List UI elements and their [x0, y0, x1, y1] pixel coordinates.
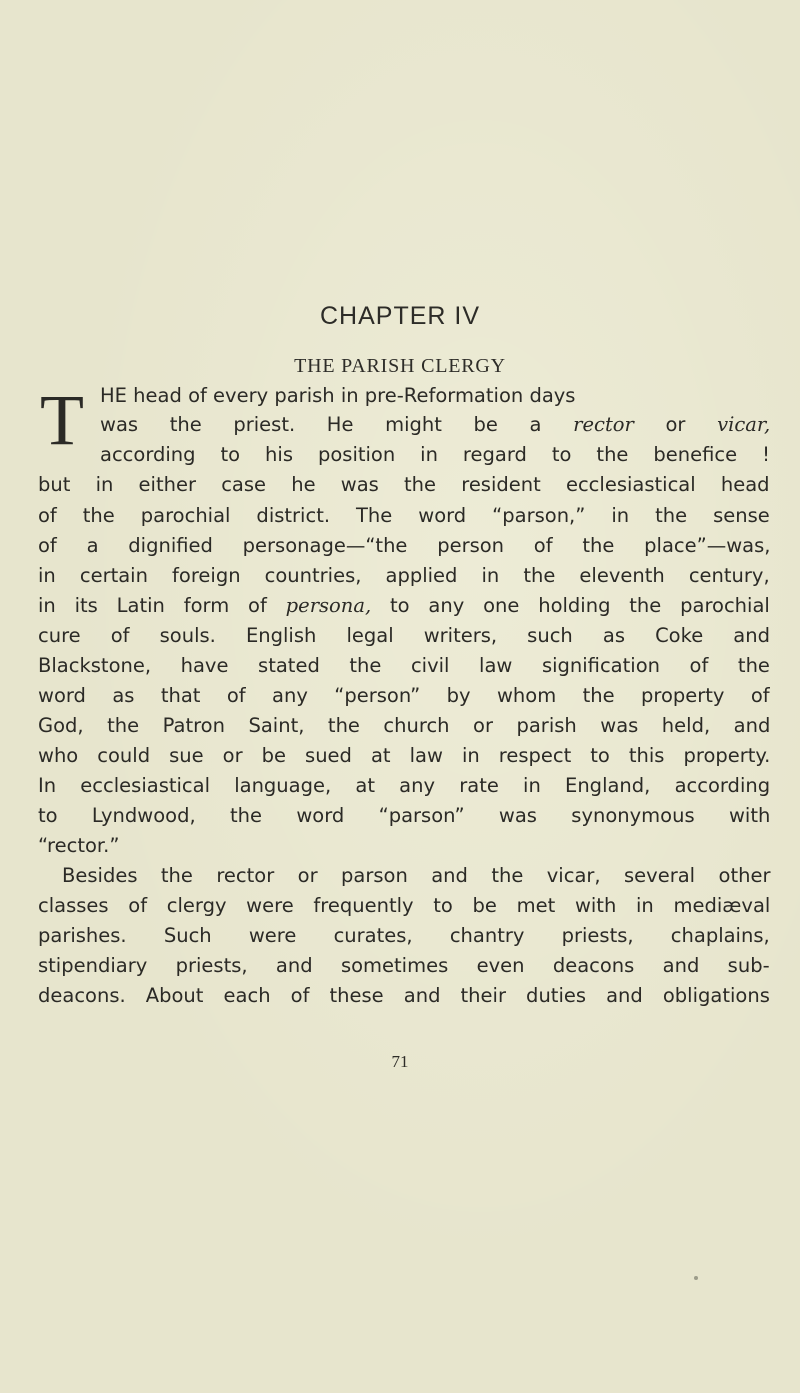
text-line — [38, 502, 770, 530]
italic-term-vicar: vicar, — [717, 413, 771, 436]
text-span: HE head of every parish in pre-Reformation days — [100, 384, 576, 407]
text-span: God, the Patron Saint, the church or parish was held, and — [38, 714, 771, 737]
text-line — [62, 862, 770, 890]
text-line — [100, 411, 770, 439]
drop-cap: T — [40, 380, 84, 460]
text-line — [38, 592, 770, 620]
text-line — [38, 982, 770, 1010]
text-line — [38, 742, 770, 770]
ink-speck — [694, 1276, 698, 1280]
italic-term-persona: persona, — [285, 594, 372, 617]
text-span: word as that of any “person” by whom the property of — [38, 684, 770, 707]
text-line — [38, 832, 119, 860]
text-span: in its Latin form of — [38, 594, 286, 617]
text-span: parishes. Such were curates, chantry priests, chaplains, — [38, 924, 770, 947]
text-line — [38, 892, 770, 920]
text-line — [38, 471, 770, 499]
text-span: “rector.” — [38, 834, 120, 857]
text-span: to Lyndwood, the word “parson” was synonymous with — [38, 804, 771, 827]
page-number: 71 — [391, 1052, 409, 1071]
text-line — [100, 441, 770, 469]
text-line — [38, 952, 770, 980]
text-span: deacons. About each of these and their duties and obligations — [38, 984, 770, 1007]
text-line — [38, 802, 770, 830]
text-line — [100, 382, 770, 410]
italic-term-rector: rector — [573, 413, 634, 436]
text-span: was the priest. He might be a — [100, 413, 574, 436]
text-line — [38, 922, 770, 950]
text-span: to any one holding the parochial — [371, 594, 770, 617]
text-span: or — [633, 413, 718, 436]
text-span: who could sue or be sued at law in respect to this property. — [38, 744, 771, 767]
text-span: classes of clergy were frequently to be met with in mediæval — [38, 894, 771, 917]
text-span: of a dignified personage—“the person of the place”—was, — [38, 534, 771, 557]
text-span: stipendiary priests, and sometimes even deacons and sub- — [38, 954, 770, 977]
text-span: cure of souls. English legal writers, such as Coke and — [38, 624, 770, 647]
text-line — [38, 682, 770, 710]
chapter-subtitle: THE PARISH CLERGY — [294, 355, 506, 377]
text-span: Blackstone, have stated the civil law signification of the — [38, 654, 770, 677]
text-line — [38, 532, 770, 560]
text-span: of the parochial district. The word “parson,” in the sense — [38, 504, 770, 527]
text-line — [38, 712, 770, 740]
text-line — [38, 622, 770, 650]
text-span: In ecclesiastical language, at any rate in England, according — [38, 774, 771, 797]
text-span: according to his position in regard to the benefice ! — [100, 443, 770, 466]
text-span: in certain foreign countries, applied in the eleventh century, — [38, 564, 770, 587]
text-line — [38, 562, 770, 590]
text-line — [38, 772, 770, 800]
text-span: but in either case he was the resident ecclesiastical head — [38, 473, 770, 496]
text-span: Besides the rector or parson and the vicar, several other — [62, 864, 771, 887]
chapter-heading: CHAPTER IV — [319, 302, 481, 330]
text-line — [38, 652, 770, 680]
